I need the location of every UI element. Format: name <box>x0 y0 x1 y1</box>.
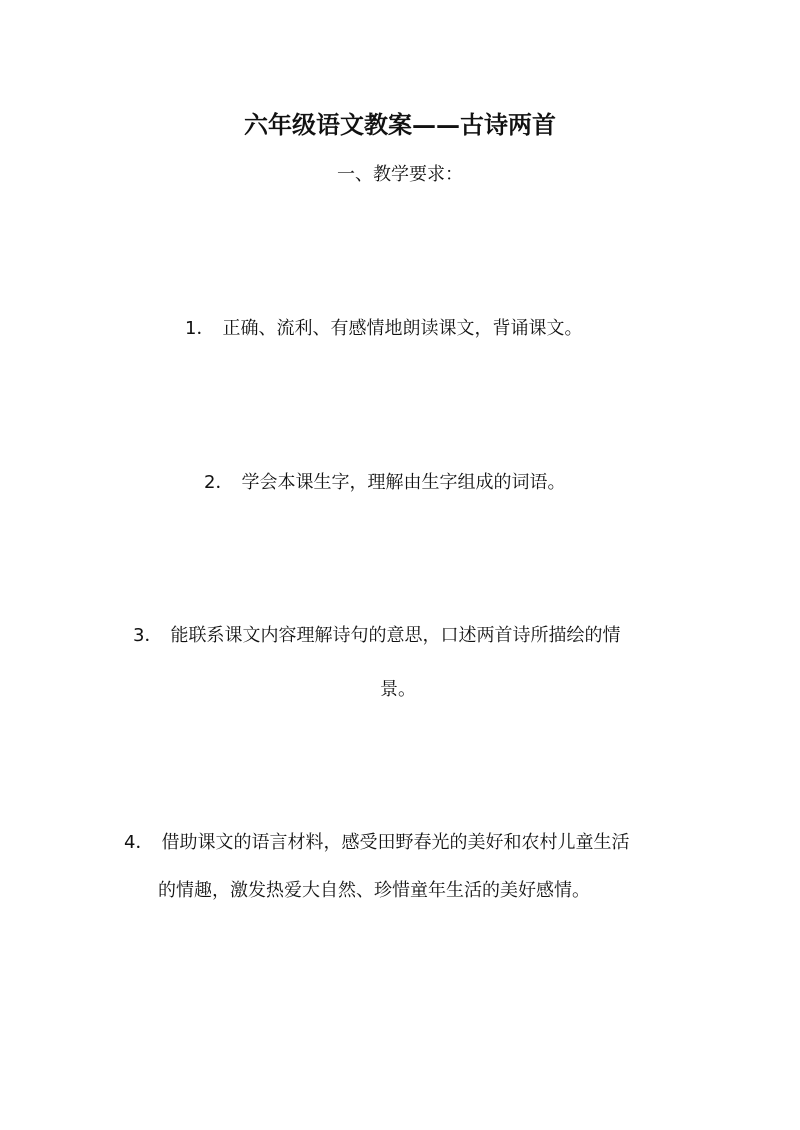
requirement-text-continuation: 景。 <box>380 679 416 700</box>
document-title: 六年级语文教案——古诗两首 <box>244 110 556 139</box>
section-heading-teaching-requirements: 一、教学要求： <box>337 164 463 185</box>
requirement-text-continuation: 的情趣，激发热爱大自然、珍惜童年生活的美好感情。 <box>158 880 590 901</box>
requirement-text: 能联系课文内容理解诗句的意思，口述两首诗所描绘的情 <box>170 625 621 646</box>
requirement-text: 正确、流利、有感情地朗读课文，背诵课文。 <box>222 318 583 339</box>
requirement-item-1 <box>185 316 582 342</box>
requirement-item-4 <box>124 830 629 856</box>
requirement-item-3 <box>133 623 620 649</box>
requirement-item-2 <box>204 470 565 496</box>
requirement-text: 学会本课生字，理解由生字组成的词语。 <box>241 472 566 493</box>
requirement-number: 2． <box>204 472 234 493</box>
requirement-item-3-continuation <box>380 677 416 703</box>
requirement-text: 借助课文的语言材料，感受田野春光的美好和农村儿童生活 <box>161 832 630 853</box>
requirement-number: 4． <box>124 832 154 853</box>
requirement-number: 1． <box>185 318 215 339</box>
requirement-number: 3． <box>133 625 163 646</box>
requirement-item-4-continuation <box>158 878 590 904</box>
